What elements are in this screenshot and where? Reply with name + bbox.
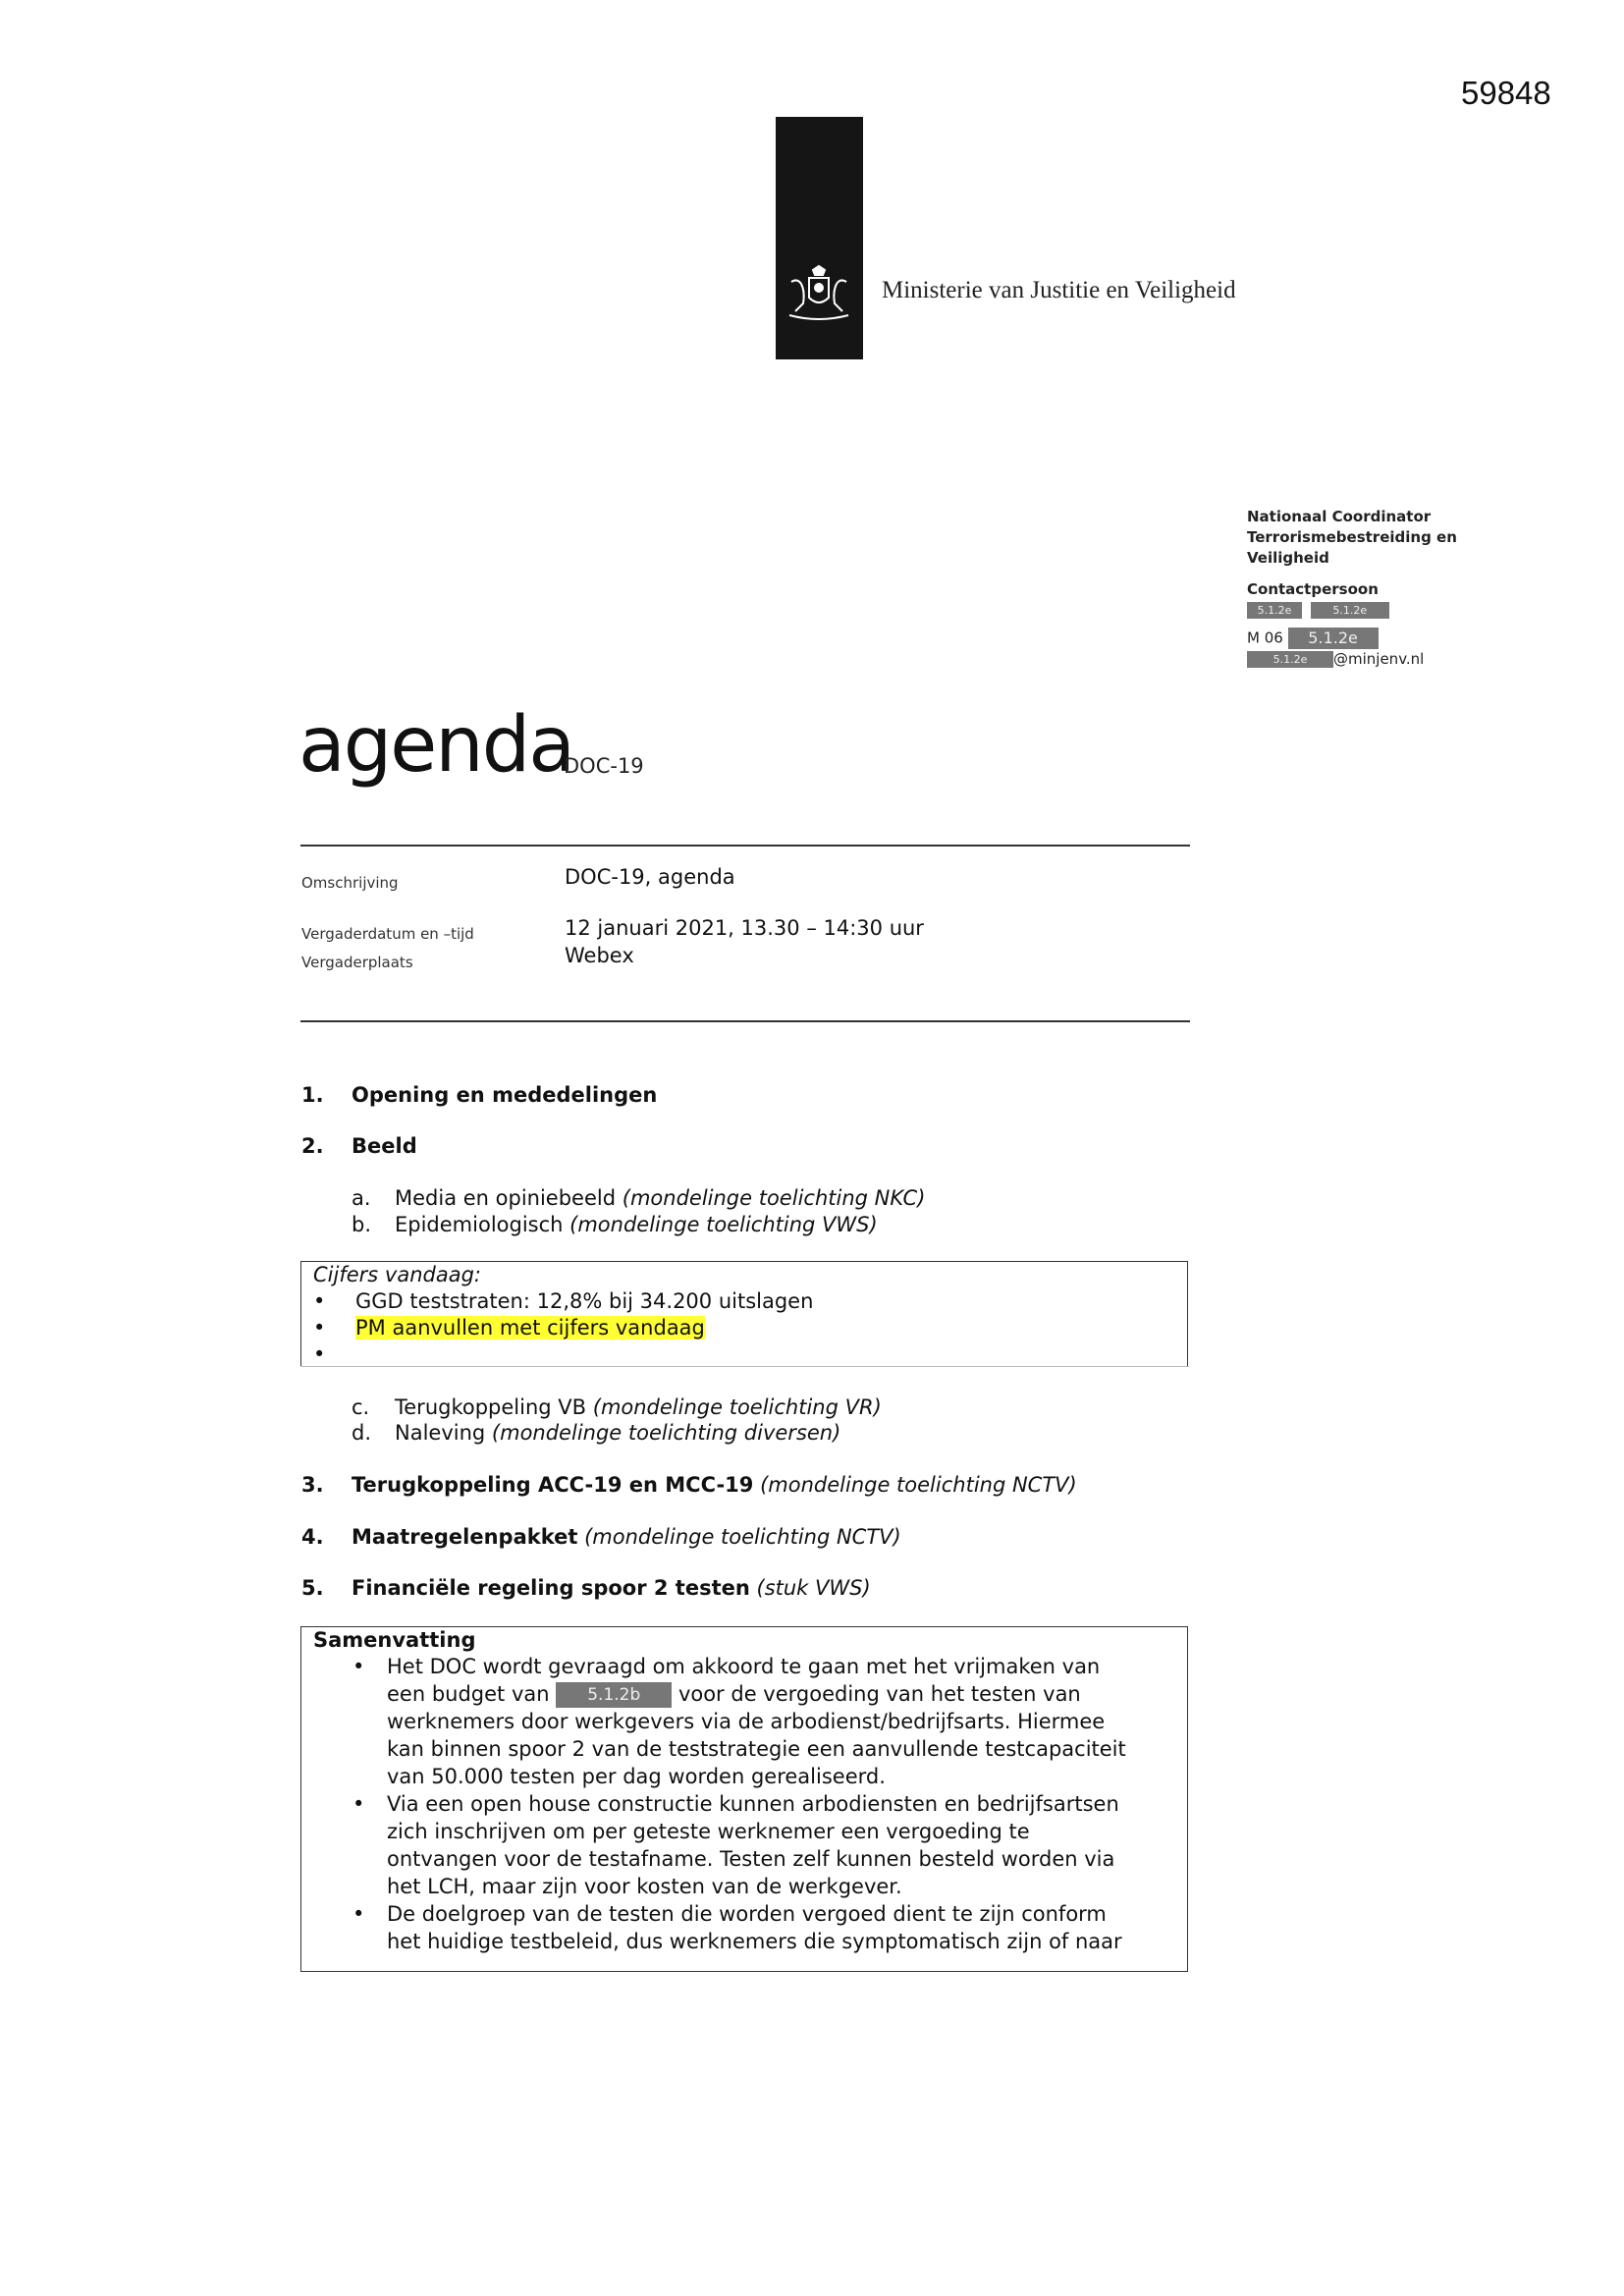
divider xyxy=(300,1366,1189,1367)
divider xyxy=(300,1020,1190,1022)
samenvatting-list xyxy=(301,1653,1187,1955)
org-line: Terrorismebestreiding en xyxy=(1247,528,1457,546)
sub-item: Terugkoppeling VB (mondelinge toelichting VR) xyxy=(395,1395,882,1419)
omschrijving-value: DOC-19, agenda xyxy=(565,865,735,889)
government-logo xyxy=(776,117,863,359)
agenda-item-title: Opening en mededelingen xyxy=(352,1083,658,1107)
org-line: Nationaal Coordinator xyxy=(1247,508,1432,525)
plaats-value: Webex xyxy=(565,944,634,967)
contact-label: Contactpersoon xyxy=(1247,580,1379,598)
sub-item-letter: c. xyxy=(352,1395,370,1419)
page-subtitle: DOC-19 xyxy=(564,754,644,778)
redaction-box: 5.1.2e xyxy=(1288,628,1379,649)
item-number: 2. xyxy=(301,1134,324,1158)
sub-item-letter: b. xyxy=(352,1213,372,1236)
datum-label: Vergaderdatum en –tijd xyxy=(301,925,474,943)
ministry-name: Ministerie van Justitie en Veiligheid xyxy=(882,277,1236,303)
cijfers-heading: Cijfers vandaag: xyxy=(313,1263,481,1286)
item-number: 3. xyxy=(301,1473,324,1497)
datum-value: 12 januari 2021, 13.30 – 14:30 uur xyxy=(565,916,924,940)
item-number: 1. xyxy=(301,1083,324,1107)
agenda-item-title: Maatregelenpakket (mondelinge toelichting NCTV) xyxy=(352,1525,901,1549)
sub-item: Naleving (mondelinge toelichting diversen) xyxy=(395,1421,841,1445)
cijfers-box xyxy=(300,1261,1188,1367)
contact-block xyxy=(1247,507,1483,670)
document-number: 59848 xyxy=(1461,75,1551,111)
item-number: 4. xyxy=(301,1525,324,1549)
page-title: agenda xyxy=(298,701,574,790)
cijfers-line: • PM aanvullen met cijfers vandaag xyxy=(313,1316,705,1339)
sub-item: Epidemiologisch (mondelinge toelichting VWS) xyxy=(395,1213,878,1236)
org-line: Veiligheid xyxy=(1247,549,1329,567)
sub-item: Media en opiniebeeld (mondelinge toelichting NKC) xyxy=(395,1186,926,1210)
email-suffix: @minjenv.nl xyxy=(1333,650,1425,668)
list-item: • Via een open house constructie kunnen arbodiensten en bedrijfsartsen zich inschrijven om per geteste werknemer een vergoeding te ontvangen voor de testafname. Testen zelf kunnen besteld worden via het LCH, maar zijn voor kosten van de werkgever. xyxy=(352,1792,1119,1898)
cijfers-line: • xyxy=(313,1342,326,1366)
redaction-box: 5.1.2b xyxy=(556,1682,672,1708)
mobile-prefix: M 06 xyxy=(1247,629,1283,647)
coat-of-arms-icon xyxy=(784,264,854,325)
redaction-box: 5.1.2e xyxy=(1311,602,1389,619)
sub-item-letter: a. xyxy=(352,1186,371,1210)
redaction-box: 5.1.2e xyxy=(1247,602,1302,619)
sub-item-letter: d. xyxy=(352,1421,372,1445)
agenda-item-title: Beeld xyxy=(352,1134,417,1158)
omschrijving-label: Omschrijving xyxy=(301,874,399,892)
samenvatting-heading: Samenvatting xyxy=(313,1628,476,1652)
divider xyxy=(300,845,1190,847)
agenda-item-title: Terugkoppeling ACC-19 en MCC-19 (mondelinge toelichting NCTV) xyxy=(352,1473,1077,1497)
list-item: • Het DOC wordt gevraagd om akkoord te gaan met het vrijmaken van een budget van 5.1.2b voor de vergoeding van het testen van werknemers door werkgevers via de arbodienst/bedrijfsarts. Hiermee kan binnen spoor 2 van de teststrategie een aanvullende testcapaciteit van 50.000 testen per dag worden gerealiseerd. xyxy=(352,1655,1126,1788)
cijfers-line: • GGD teststraten: 12,8% bij 34.200 uitslagen xyxy=(313,1289,814,1313)
redaction-box: 5.1.2e xyxy=(1247,651,1333,668)
item-number: 5. xyxy=(301,1576,324,1600)
list-item: • De doelgroep van de testen die worden vergoed dient te zijn conform het huidige testbeleid, dus werknemers die symptomatisch zijn of naar xyxy=(352,1902,1122,1953)
agenda-item-title: Financiële regeling spoor 2 testen (stuk VWS) xyxy=(352,1576,871,1600)
plaats-label: Vergaderplaats xyxy=(301,954,413,971)
samenvatting-box xyxy=(300,1626,1188,1972)
